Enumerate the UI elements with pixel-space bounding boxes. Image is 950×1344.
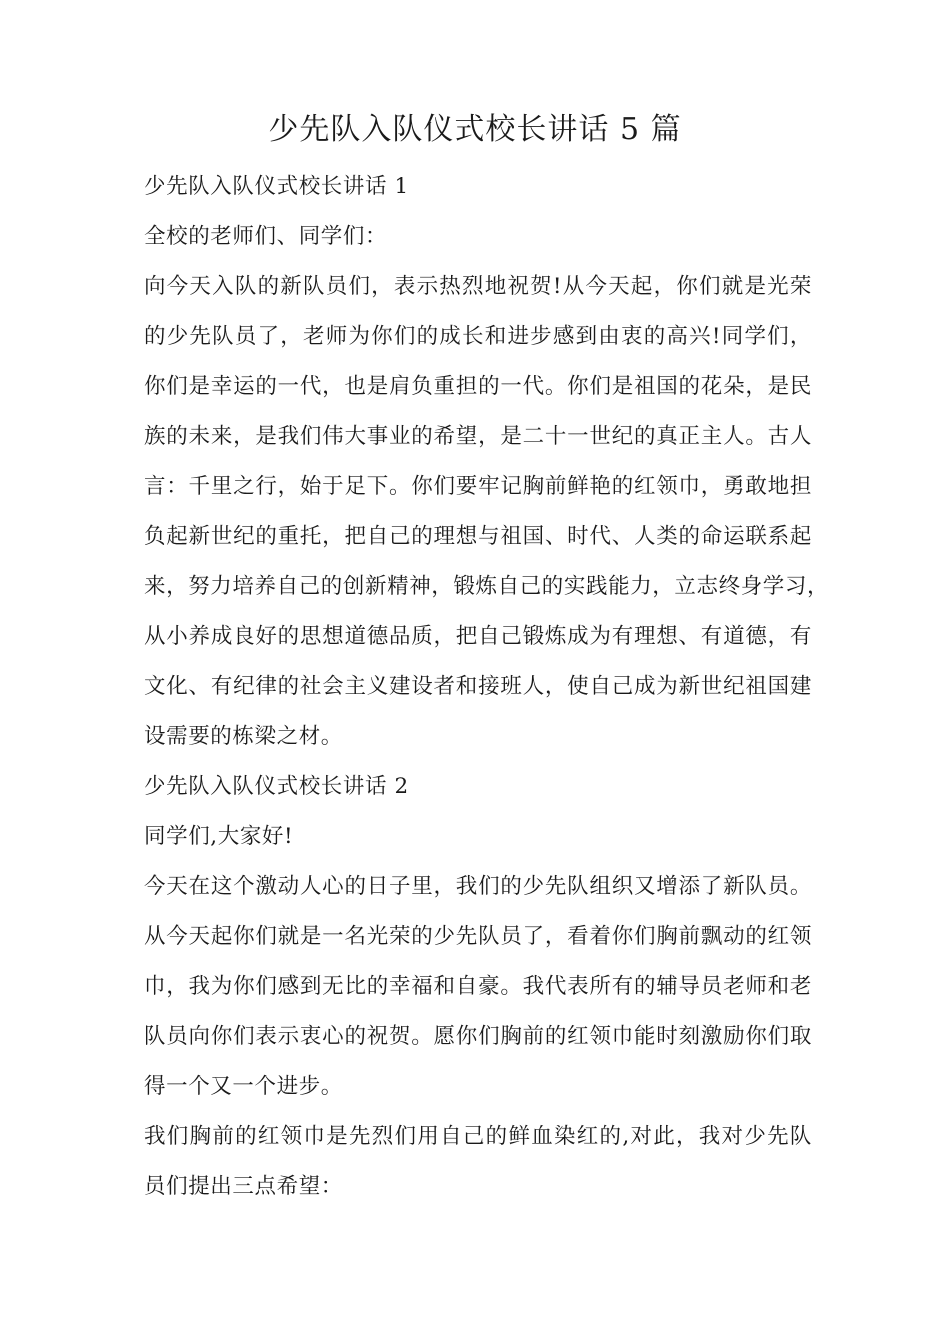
paragraph-line: 我们胸前的红领巾是先烈们用自己的鲜血染红的,对此，我对少先队 (144, 1124, 812, 1149)
paragraph-line: 今天在这个激动人心的日子里，我们的少先队组织又增添了新队员。 (144, 874, 812, 899)
paragraph-line: 从今天起你们就是一名光荣的少先队员了，看着你们胸前飘动的红领 (144, 924, 812, 949)
paragraph-line: 族的未来，是我们伟大事业的希望，是二十一世纪的真正主人。古人 (144, 424, 812, 449)
paragraph-line: 文化、有纪律的社会主义建设者和接班人，使自己成为新世纪祖国建 (144, 674, 812, 699)
paragraph-line: 你们是幸运的一代，也是肩负重担的一代。你们是祖国的花朵，是民 (144, 374, 812, 399)
paragraph-line: 向今天入队的新队员们，表示热烈地祝贺!从今天起，你们就是光荣 (144, 274, 812, 299)
paragraph-line: 员们提出三点希望： (144, 1174, 343, 1199)
section-heading-2: 少先队入队仪式校长讲话 2 (144, 774, 409, 799)
paragraph-line: 得一个又一个进步。 (144, 1074, 343, 1099)
paragraph-line: 队员向你们表示衷心的祝贺。愿你们胸前的红领巾能时刻激励你们取 (144, 1024, 812, 1049)
paragraph-line: 言：千里之行，始于足下。你们要牢记胸前鲜艳的红领巾，勇敢地担 (144, 474, 812, 499)
paragraph-line: 设需要的栋梁之材。 (144, 724, 343, 749)
salutation-1: 全校的老师们、同学们： (144, 224, 388, 249)
paragraph-line: 的少先队员了，老师为你们的成长和进步感到由衷的高兴!同学们， (144, 324, 812, 349)
paragraph-line: 巾，我为你们感到无比的幸福和自豪。我代表所有的辅导员老师和老 (144, 974, 812, 999)
document-title: 少先队入队仪式校长讲话 5 篇 (268, 112, 682, 147)
paragraph-line: 从小养成良好的思想道德品质，把自己锻炼成为有理想、有道德，有 (144, 624, 812, 649)
salutation-2: 同学们,大家好! (144, 824, 294, 849)
paragraph-line: 来，努力培养自己的创新精神，锻炼自己的实践能力，立志终身学习， (144, 574, 830, 599)
section-heading-1: 少先队入队仪式校长讲话 1 (144, 174, 409, 199)
paragraph-line: 负起新世纪的重托，把自己的理想与祖国、时代、人类的命运联系起 (144, 524, 812, 549)
